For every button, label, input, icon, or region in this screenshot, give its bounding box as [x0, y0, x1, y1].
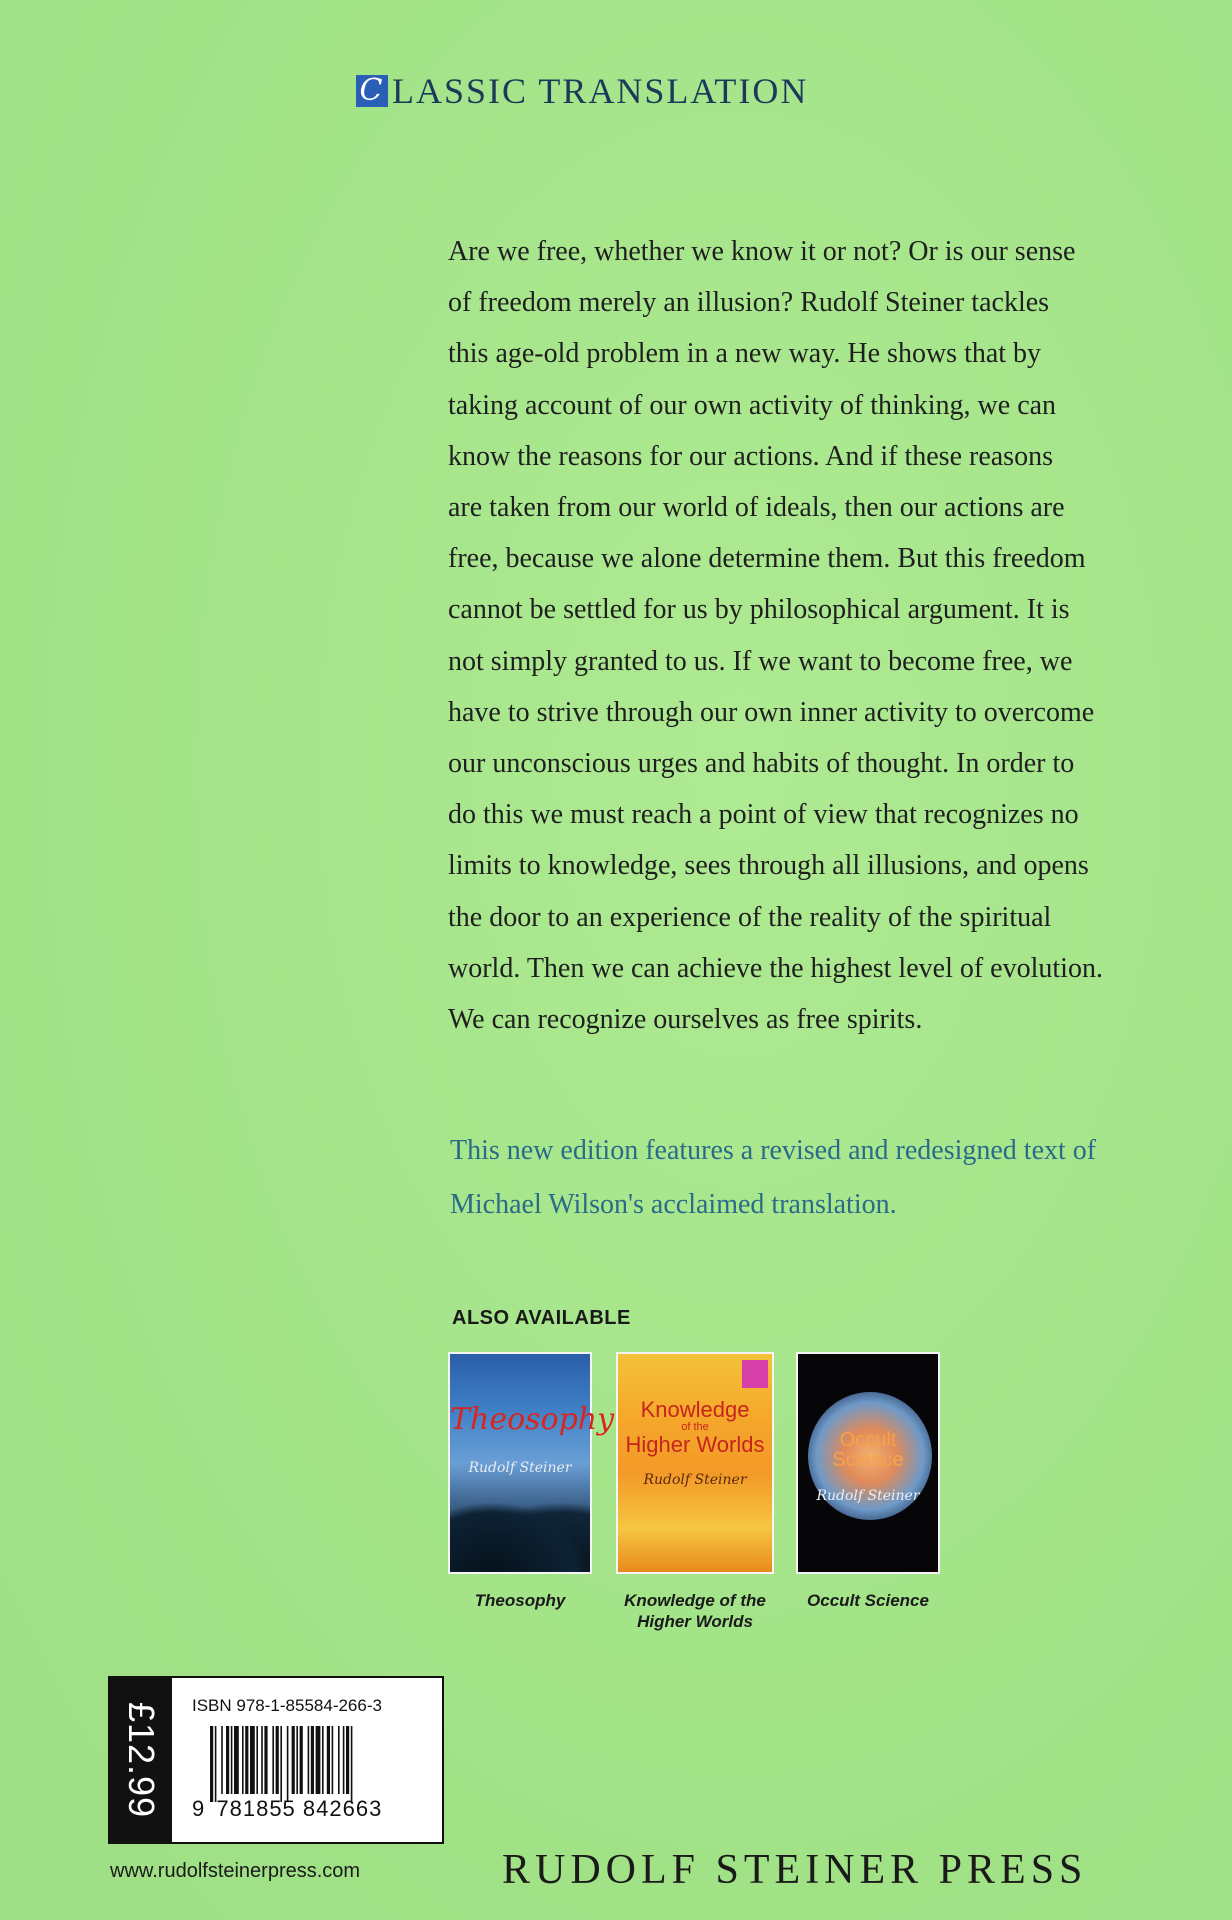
also-available-heading: ALSO AVAILABLE — [452, 1307, 631, 1329]
blurb-line: our unconscious urges and habits of thought. In order to — [448, 748, 1075, 780]
barcode-digit-lead: 9 — [192, 1796, 206, 1821]
barcode-bar — [234, 1726, 239, 1794]
barcode-bar — [245, 1726, 248, 1794]
book-cover-knowledge — [616, 1352, 774, 1574]
blurb-line: taking account of our own activity of thinking, we can — [448, 389, 1057, 421]
barcode-bar — [215, 1726, 217, 1802]
barcode-bar — [256, 1726, 258, 1794]
isbn: ISBN 978-1-85584-266-3 — [192, 1696, 382, 1715]
barcode-bar — [264, 1726, 267, 1794]
blurb-line: know the reasons for our actions. And if these reasons — [448, 440, 1053, 472]
barcode-bar — [296, 1726, 298, 1794]
price-strip — [110, 1678, 172, 1842]
barcode-bar — [316, 1726, 321, 1794]
blurb-line: limits to knowledge, sees through all illusions, and opens — [448, 850, 1089, 882]
cover-title-bottom: Higher Worlds — [625, 1432, 765, 1457]
series-header — [356, 70, 808, 112]
barcode-bar — [261, 1726, 263, 1794]
book-blurb — [448, 226, 1168, 1045]
caption-line: Higher Worlds — [637, 1612, 753, 1631]
barcode-bar — [280, 1726, 282, 1802]
book-caption-theosophy: Theosophy — [474, 1591, 566, 1610]
barcode-bar — [343, 1726, 345, 1794]
barcode-bar — [346, 1726, 349, 1794]
blurb-line: do this we must reach a point of view that recognizes no — [448, 799, 1079, 831]
cover-title — [798, 1430, 938, 1470]
blurb-line: the door to an experience of the reality of the spiritual — [448, 901, 1052, 933]
blurb-line: not simply granted to us. If we want to become free, we — [448, 645, 1073, 677]
barcode-bar — [322, 1726, 324, 1794]
barcode-bar — [300, 1726, 303, 1794]
barcode-bars — [210, 1726, 406, 1802]
book-cover-theosophy — [448, 1352, 615, 1574]
barcode-bar — [210, 1726, 213, 1802]
barcode-bar — [308, 1726, 310, 1794]
series-title: LASSIC TRANSLATION — [392, 71, 809, 111]
blurb-line: world. Then we can achieve the highest level of evolution. — [448, 952, 1103, 984]
blurb-line: We can recognize ourselves as free spirits. — [448, 1004, 923, 1036]
barcode-bar — [226, 1726, 229, 1794]
caption-line: Knowledge of the — [624, 1591, 766, 1610]
barcode-bar — [231, 1726, 233, 1794]
cover-badge — [742, 1360, 768, 1388]
barcode-bar — [250, 1726, 255, 1794]
blurb-line: are taken from our world of ideals, then our actions are — [448, 492, 1065, 524]
book-caption-occult-science: Occult Science — [807, 1591, 929, 1610]
cover-title — [618, 1398, 772, 1457]
blurb-line: cannot be settled for us by philosophical argument. It is — [448, 594, 1070, 626]
publisher-website: www.rudolfsteinerpress.com — [110, 1860, 361, 1882]
barcode-bar — [272, 1726, 274, 1794]
book-caption-knowledge — [610, 1590, 780, 1632]
barcode-bar — [276, 1726, 279, 1794]
cover-author: Rudolf Steiner — [816, 1488, 920, 1504]
barcode-bar — [242, 1726, 244, 1794]
barcode-digit-group: 842663 — [302, 1796, 383, 1821]
barcode-block — [108, 1676, 444, 1844]
barcode-bar — [221, 1726, 223, 1794]
blurb-line: of freedom merely an illusion? Rudolf Steiner tackles — [448, 287, 1050, 319]
series-logo-icon: C — [356, 75, 388, 107]
price: £12.99 — [121, 1701, 162, 1819]
blurb-line: Are we free, whether we know it or not? Or is our sense — [448, 236, 1076, 267]
cover-author: Rudolf Steiner — [468, 1460, 572, 1476]
cover-author: Rudolf Steiner — [643, 1472, 747, 1488]
trees-silhouette — [450, 1502, 590, 1572]
barcode-bar — [287, 1726, 289, 1802]
cover-title-top: Occult — [839, 1429, 897, 1451]
cover-title-mid: of the — [681, 1421, 709, 1433]
barcode-bar — [327, 1726, 330, 1794]
barcode-bar — [311, 1726, 314, 1794]
blurb-line: have to strive through our own inner activity to overcome — [448, 696, 1095, 728]
blurb-line: free, because we alone determine them. But this freedom — [448, 543, 1086, 575]
blurb-line: this age-old problem in a new way. He shows that by — [448, 338, 1042, 370]
edition-note-line: This new edition features a revised and redesigned text of — [450, 1135, 1097, 1166]
barcode-bar — [292, 1726, 295, 1794]
barcode-digits — [192, 1796, 382, 1822]
barcode-bar — [338, 1726, 340, 1794]
cover-title: Theosophy — [450, 1402, 615, 1437]
barcode-bar — [351, 1726, 353, 1802]
barcode-bar — [332, 1726, 334, 1794]
barcode-digit-group: 781855 — [216, 1796, 296, 1821]
edition-note — [450, 1124, 1170, 1232]
edition-note-line: Michael Wilson's acclaimed translation. — [450, 1189, 897, 1220]
book-cover-occult-science — [796, 1352, 940, 1574]
cover-title-bottom: Science — [832, 1449, 904, 1471]
publisher-name: RUDOLF STEINER PRESS — [502, 1847, 1088, 1893]
cover-title-top: Knowledge — [640, 1397, 750, 1422]
